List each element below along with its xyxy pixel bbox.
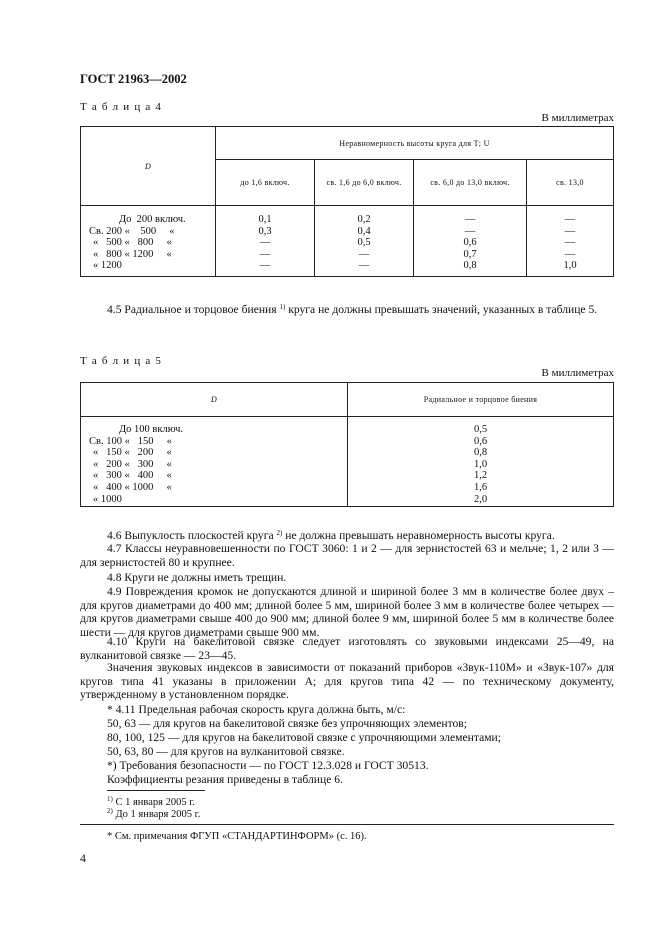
- table4-d-row: « 500 « 800 «: [93, 237, 172, 249]
- table5-d-row: До 100 включ.: [119, 424, 184, 435]
- table4-caption: Т а б л и ц а 4: [80, 101, 163, 113]
- table4-d-row: До 200 включ.: [119, 214, 186, 225]
- footnote-1: $^{1)}$ С 1 января 2005 г.: [107, 795, 195, 808]
- table4-d-header: [81, 127, 216, 206]
- table4-col4: [527, 206, 614, 277]
- document-code: ГОСТ 21963—2002: [80, 72, 187, 86]
- table4-d-row: Св. 200 « 500 «: [89, 225, 175, 237]
- table4-cell: —: [259, 260, 271, 272]
- page-number: 4: [80, 851, 86, 865]
- table5-d-row: Св. 100 « 150 «: [89, 435, 172, 447]
- table4-cell: 0,4: [357, 225, 371, 237]
- safety-requirements: *) Требования безопасности — по ГОСТ 12.3.028 и ГОСТ 30513.: [107, 759, 429, 772]
- d-symbol: D: [210, 395, 218, 404]
- table4-cell: 0,3: [258, 225, 272, 237]
- speed-line-1: 50, 63 — для кругов на бакелитовой связке без упрочняющих элементов;: [107, 717, 467, 730]
- paragraph-4-11: * 4.11 Предельная рабочая скорость круга должна быть, м/с:: [107, 703, 406, 716]
- table4-cell: 0,5: [357, 237, 371, 249]
- table4-cell: 0,1: [258, 214, 272, 225]
- table4-cell: —: [259, 237, 271, 249]
- table4-subheader-4: св. 13,0: [527, 160, 614, 206]
- table5-d-row: « 150 « 200 «: [93, 447, 172, 459]
- table5-d-cell: [81, 417, 348, 507]
- table4-cell: 1,0: [563, 260, 577, 272]
- table5-cell: 0,8: [473, 447, 488, 459]
- paragraph-4-6: 4.6 Выпуклость плоскостей круга $^{2)}$ не должна превышать неравномерность высоты круга.: [107, 529, 555, 542]
- table5-values: [348, 424, 613, 505]
- table5-d-row: « 1000: [93, 493, 122, 505]
- paragraph-4-10: 4.10 Круги на бакелитовой связке следует изготовлять со звуковыми индексами 25—49, на вулканитовой связке — 23—45.: [80, 635, 614, 662]
- table5-cell: 1,2: [473, 470, 488, 482]
- table5-d-values: [89, 424, 347, 505]
- table4-d-cell: [81, 206, 216, 277]
- table4-cell: 0,8: [463, 260, 477, 272]
- table4-col3: [414, 206, 527, 277]
- table4-cell: —: [358, 248, 370, 260]
- table4-cell: —: [259, 248, 271, 260]
- table4-d-row: « 800 « 1200 «: [93, 248, 172, 260]
- paragraph-sound-indices: Значения звуковых индексов в зависимости от показаний приборов «Звук-110М» и «Звук-107» для кругов типа 41 указаны в приложении А; для кругов типа 42 — по техническому документу, утвержденному в установленном порядке.: [80, 661, 614, 701]
- table5-d-row: « 400 « 1000 «: [93, 481, 172, 493]
- coefficients-note: Коэффициенты резания приведены в таблице 6.: [107, 773, 343, 786]
- table4-cell: —: [564, 214, 576, 225]
- footnote-ref-2: 2): [276, 529, 283, 537]
- table5-d-row: « 200 « 300 «: [93, 458, 172, 470]
- table4-d-values: [89, 214, 215, 272]
- table4-subheader-2: св. 1,6 до 6,0 включ.: [315, 160, 414, 206]
- table5-value-header: Радиальное и торцовое биения: [348, 383, 614, 417]
- speed-line-2: 80, 100, 125 — для кругов на бакелитовой связке с упрочняющими элементами;: [107, 731, 501, 744]
- speed-line-3: 50, 63, 80 — для кругов на вулканитовой связке.: [107, 745, 345, 758]
- footnote-divider: [107, 790, 205, 791]
- table4-cell: 0,6: [463, 237, 477, 249]
- table4-cell: —: [564, 237, 576, 249]
- table5-d-row: « 300 « 400 «: [93, 470, 172, 482]
- table5-cell: 0,6: [473, 435, 488, 447]
- table5-cell: 2,0: [473, 493, 488, 505]
- table4-d-row: « 1200: [93, 260, 122, 272]
- table5: [80, 382, 614, 507]
- table4-col1: [216, 206, 315, 277]
- paragraph-4-8: 4.8 Круги не должны иметь трещин.: [107, 571, 287, 584]
- d-symbol: D: [144, 161, 152, 171]
- table5-cell: 1,6: [473, 481, 488, 493]
- publisher-note: * См. примечания ФГУП «СТАНДАРТИНФОРМ» (с. 16).: [107, 831, 367, 842]
- table4-cell: —: [564, 248, 576, 260]
- paragraph-4-7: 4.7 Классы неуравновешенности по ГОСТ 3060: 1 и 2 — для зернистостей 63 и мельче; 1, 2 или 3 — для зернистостей 80 и крупнее.: [80, 542, 614, 569]
- paragraph-4-9: 4.9 Повреждения кромок не допускаются длиной и шириной более 3 мм в количестве более двух – для кругов диаметрами до 400 мм; длиной более 5 мм, шириной более 3 мм в количестве более четырех — для кругов диаметрами свыше 400 до 900 мм; длиной более 9 мм, шириной более 5 мм в количестве более шести — для кругов диаметрами свыше 900 мм.: [80, 585, 614, 639]
- footnote-ref-1: 1): [279, 303, 286, 311]
- table4-cell: —: [464, 225, 476, 237]
- paragraph-4-5: 4.5 Радиальное и торцовое биения $^{1)}$ круга не должны превышать значений, указанных в таблице 5.: [107, 303, 598, 316]
- table5-d-header: [81, 383, 348, 417]
- table4-subheader-1: до 1,6 включ.: [216, 160, 315, 206]
- table4-units: В миллиметрах: [541, 112, 614, 124]
- table4-cell: —: [464, 214, 476, 225]
- table4-cell: 0,2: [357, 214, 371, 225]
- table5-units: В миллиметрах: [541, 367, 614, 379]
- table5-caption: Т а б л и ц а 5: [80, 355, 163, 367]
- table4-col2: [315, 206, 414, 277]
- table4-cell: 0,7: [463, 248, 477, 260]
- publisher-note-divider: [80, 824, 614, 825]
- table4-group-header: Неравномерность высоты круга для Т; U: [216, 127, 614, 160]
- table4-cell: —: [564, 225, 576, 237]
- footnote-2: $^{2)}$ До 1 января 2005 г.: [107, 807, 201, 820]
- table4: [80, 126, 614, 277]
- table5-cell: 0,5: [473, 424, 488, 435]
- table4-cell: —: [358, 260, 370, 272]
- table5-values-cell: [348, 417, 614, 507]
- table5-cell: 1,0: [473, 458, 488, 470]
- table4-subheader-3: св. 6,0 до 13,0 включ.: [414, 160, 527, 206]
